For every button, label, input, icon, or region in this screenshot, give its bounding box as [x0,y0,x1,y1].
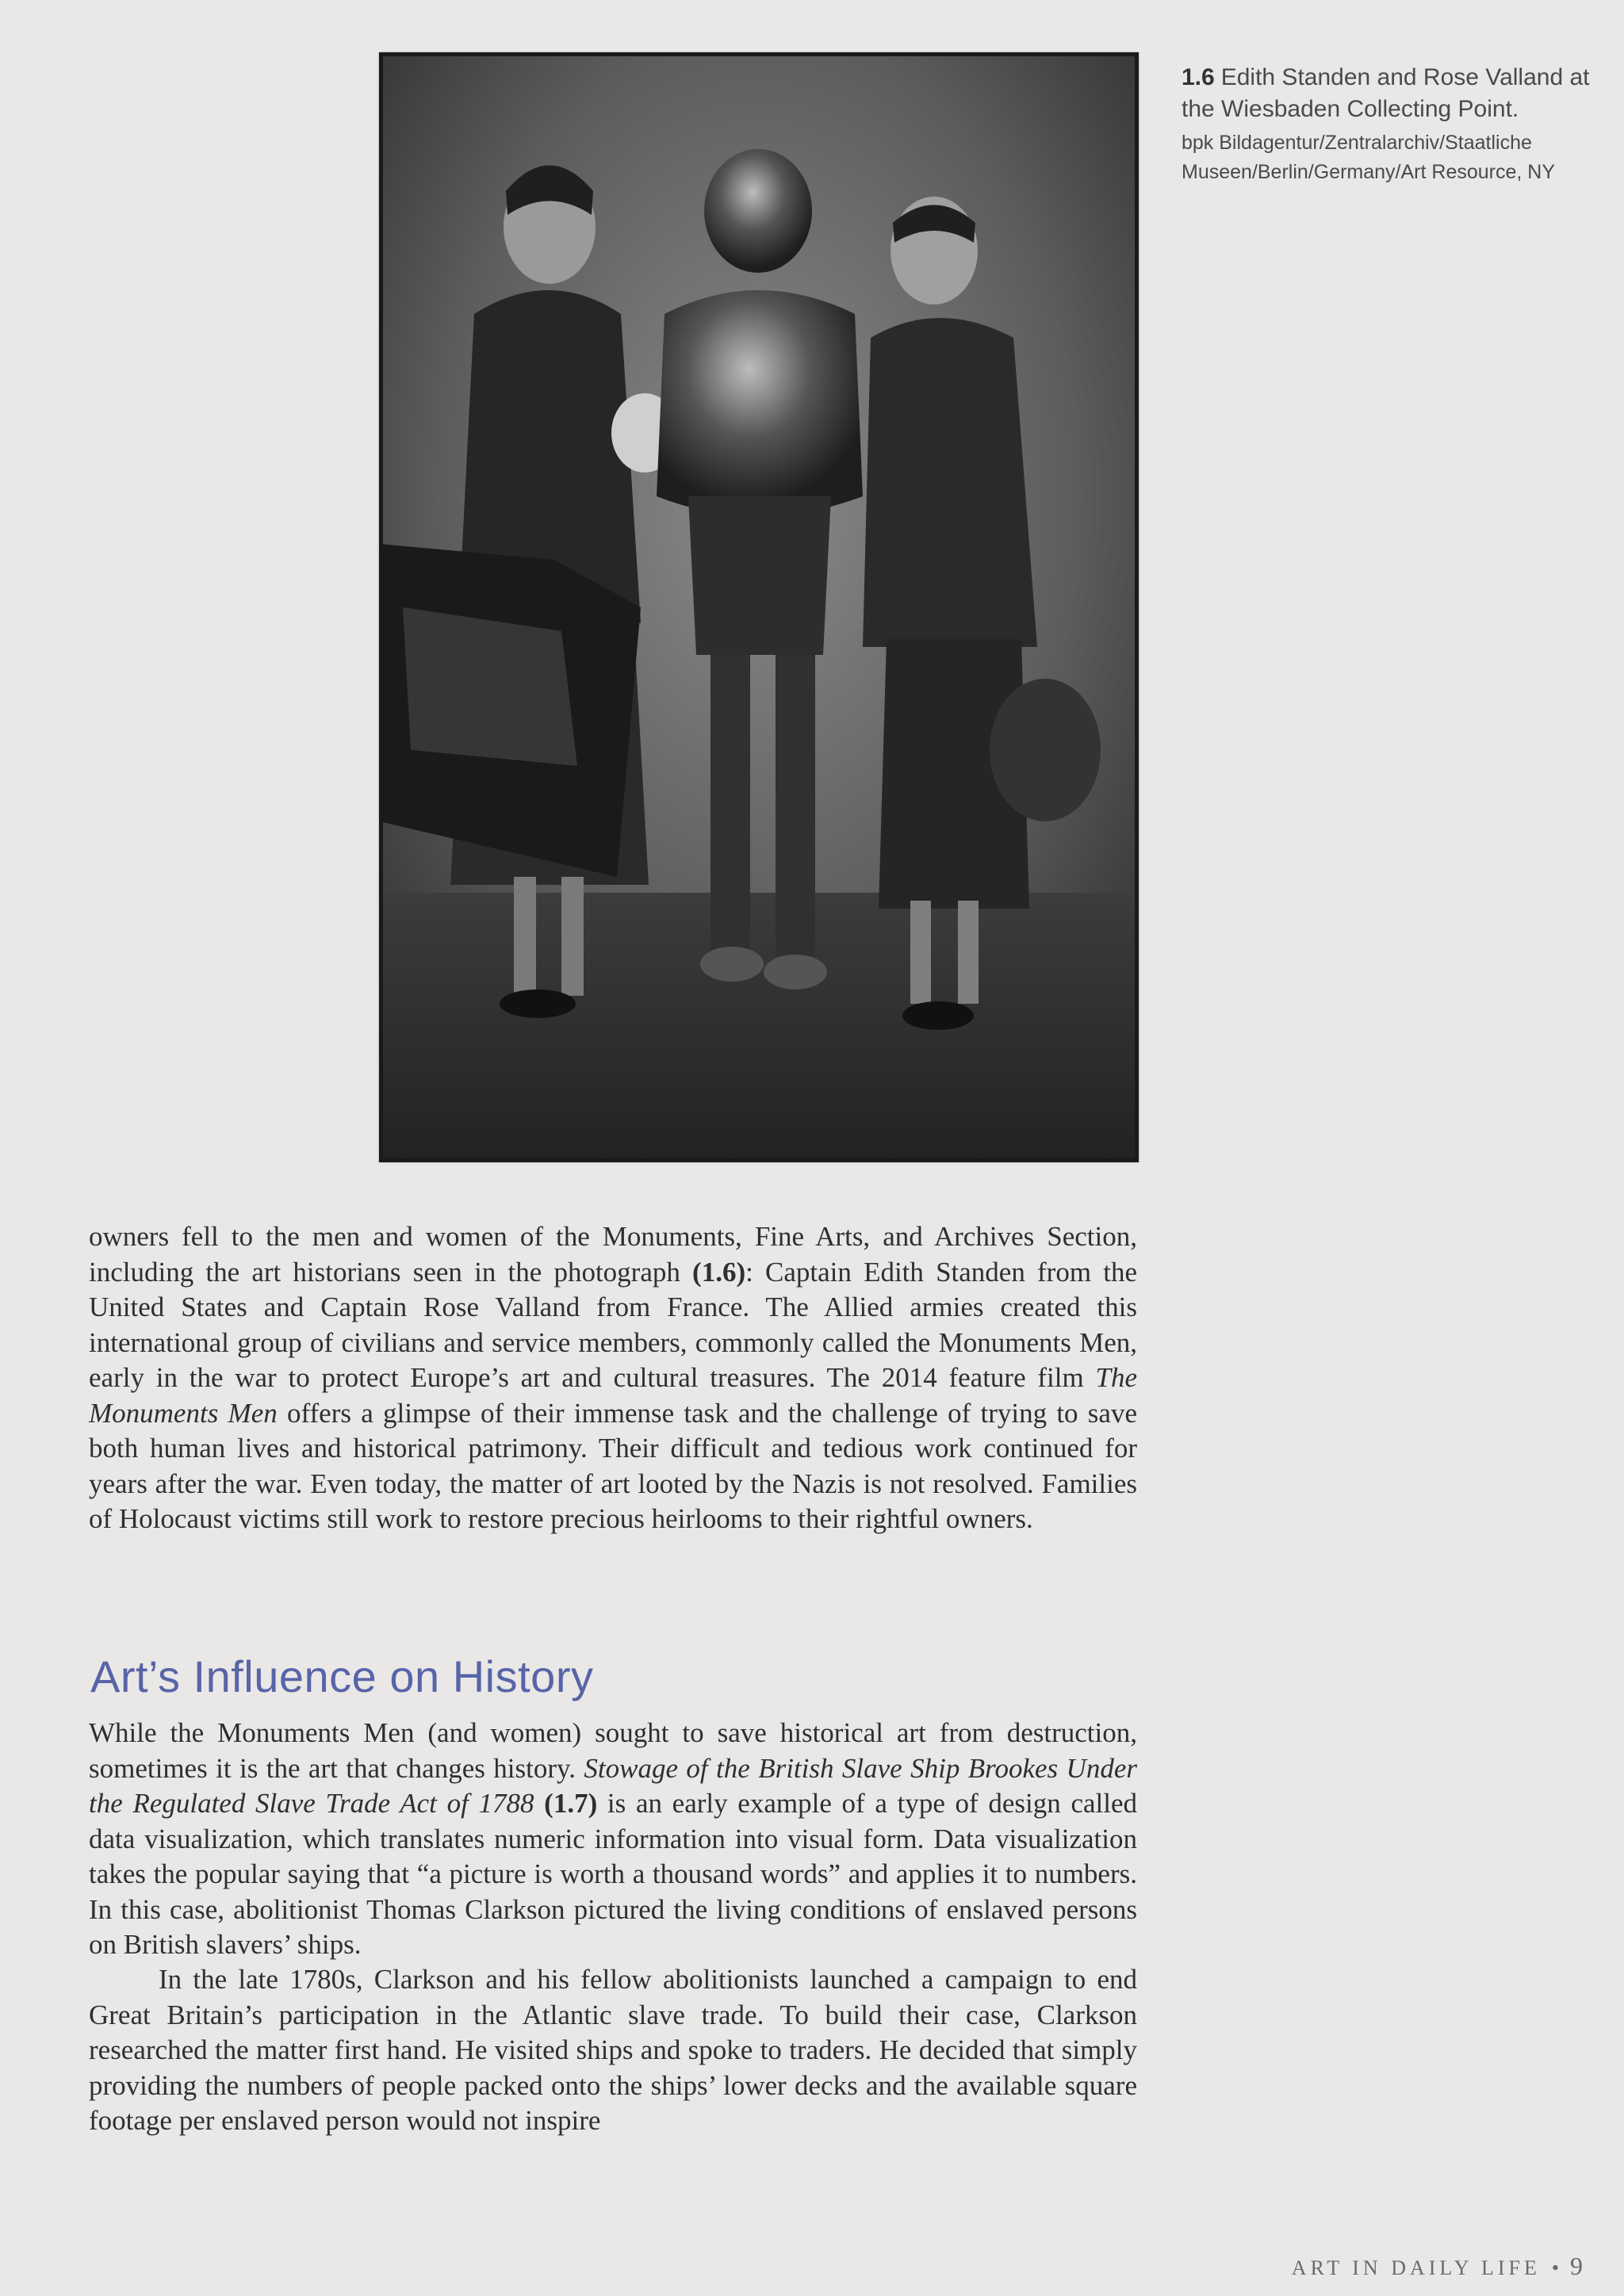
artwork-title: Stowage of the British Slave Ship Brookes Under the Regulated Slave Trade Act of 1788 [89,1752,1137,1819]
para1-text-a: owners fell to the men and women of the Monuments, Fine Arts, and Archives Section, including the art historians seen in the photograph [89,1221,1137,1288]
para2-text-a: While the Monuments Men (and women) sought to save historical art from destruction, sometimes it is the art that changes history. [89,1717,1137,1784]
paragraph-monuments-men [89,1219,1137,1537]
page-number: 9 [1570,2252,1583,2280]
page-footer [1292,2252,1583,2281]
para2-text-b: is an early example of a type of design called data visualization, which translates numeric information into visual form. Data visualization takes the popular saying that “a picture is worth a thousand words” and applies it to numbers. In this case, abolitionist Thomas Clarkson pictured the living conditions of enslaved persons on British slavers’ ships. [89,1788,1137,1960]
caption-title: Edith Standen and Rose Valland at the Wiesbaden Collecting Point. [1182,64,1590,122]
running-head: ART IN DAILY LIFE [1291,2256,1541,2279]
section-heading: Art’s Influence on History [90,1651,594,1701]
footer-bullet: • [1551,2256,1559,2279]
paragraph-clarkson: In the late 1780s, Clarkson and his fellow abolitionists launched a campaign to end Great Britain’s participation in the Atlantic slave trade. To build their case, Clarkson researched the matter first hand. He visited ships and spoke to traders. He decided that simply providing the numbers of people packed onto the ships’ lower decks and the available square footage per enslaved person would not inspire [89,1964,1137,2136]
figure-photo [379,52,1139,1162]
paragraph-arts-influence [89,1716,1137,1963]
para1-text-c: offers a glimpse of their immense task and the challenge of trying to save both human lives and historical patrimony. Their difficult and tedious work continued for years after the war. Even today, the matter of art looted by the Nazis is not resolved. Families of Holocaust victims still work to restore precious heirlooms to their rightful owners. [89,1397,1137,1534]
caption-credit: bpk Bildagentur/Zentralarchiv/Staatliche Museen/Berlin/Germany/Art Resource, NY [1182,132,1556,183]
caption-title-line [1182,62,1594,125]
figure-ref-1-7: (1.7) [544,1788,598,1819]
film-title: The Monuments Men [89,1362,1137,1429]
figure-number: 1.6 [1182,64,1215,90]
figure-caption [1182,62,1594,187]
figure-ref-1-6: (1.6) [692,1256,746,1288]
photo-edith-standen-rose-valland [379,52,1139,1162]
para1-text-b: : Captain Edith Standen from the United States and Captain Rose Valland from France. The Allied armies created this international group of civilians and service members, commonly called the Monuments Men, early in the war to protect Europe’s art and cultural treasures. The 2014 feature film [89,1256,1137,1393]
